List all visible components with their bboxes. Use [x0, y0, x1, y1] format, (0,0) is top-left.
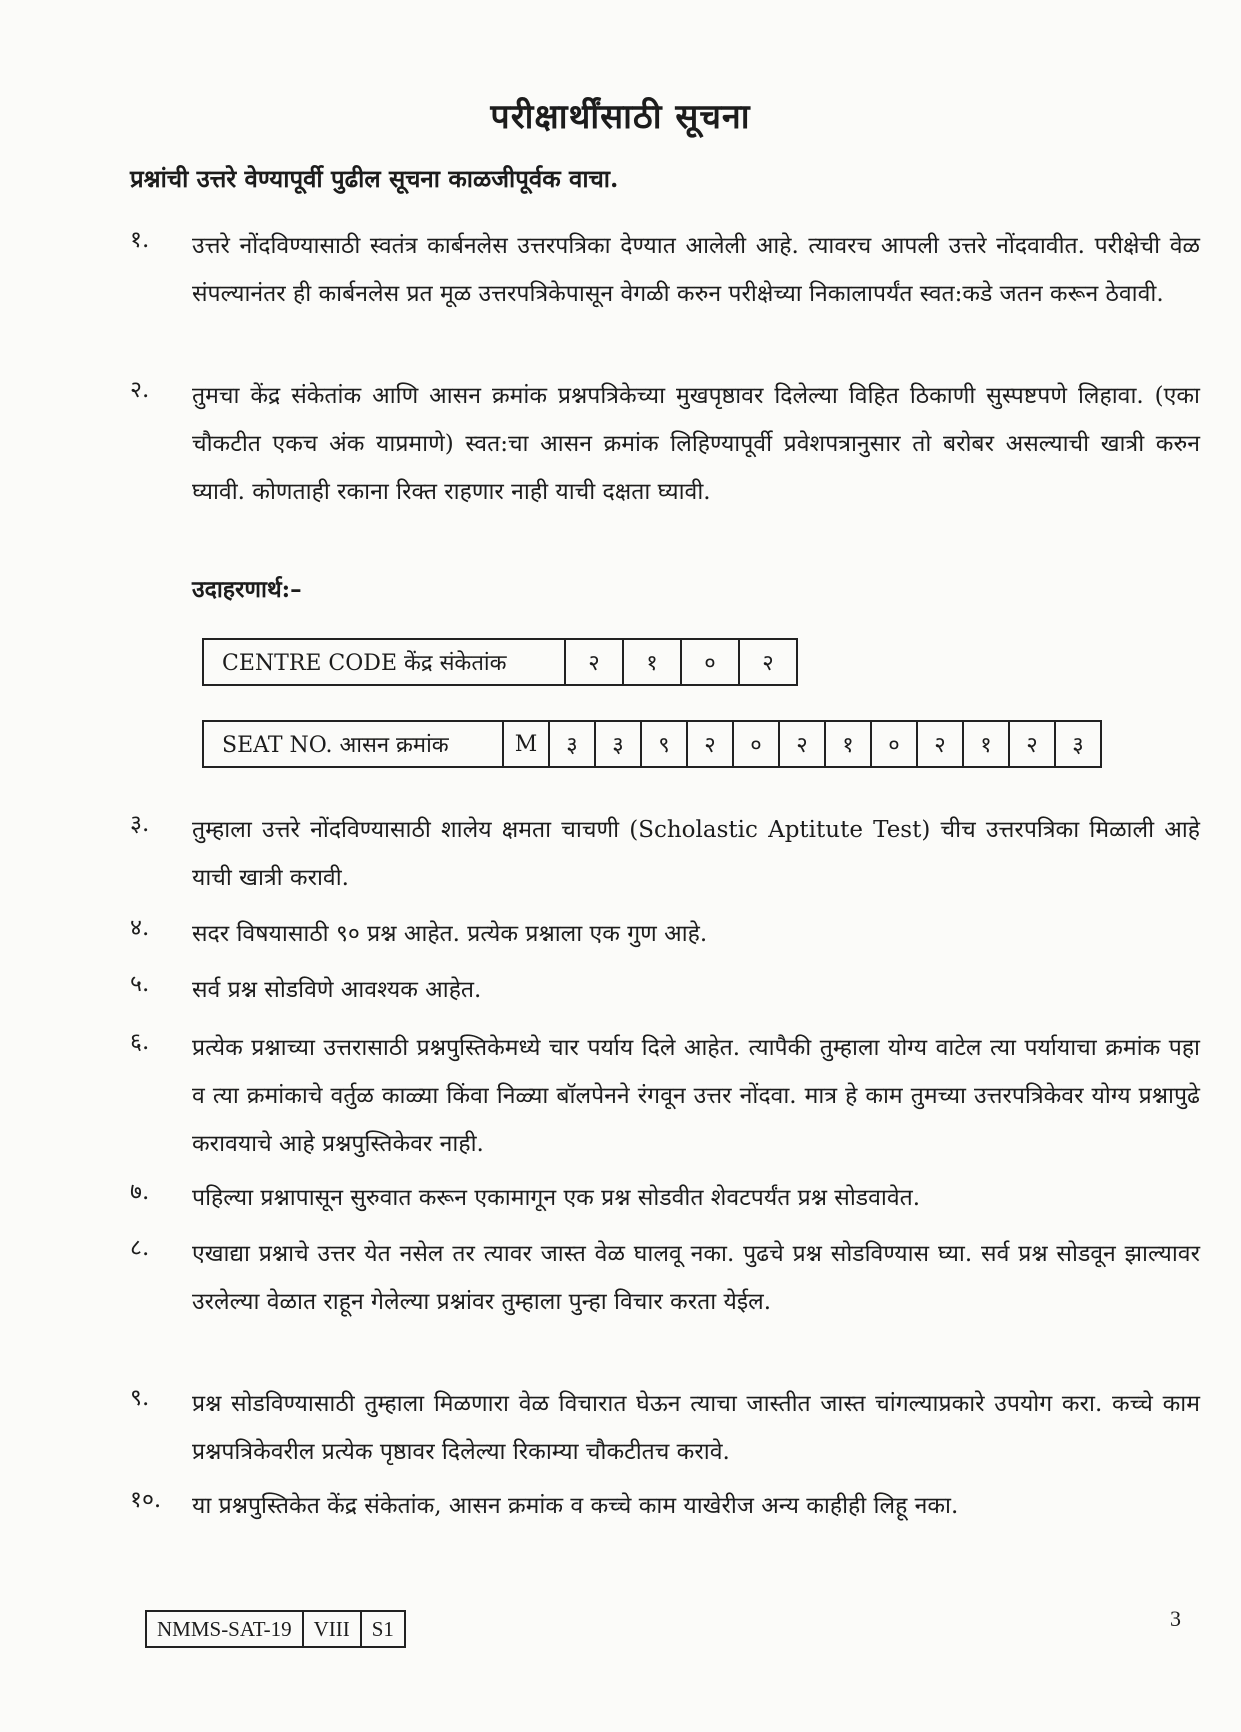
- seat-no-digit: २: [779, 721, 825, 767]
- seat-no-table: [202, 720, 1102, 768]
- instruction-number: ७.: [130, 1179, 150, 1205]
- instruction-number: ८.: [130, 1235, 150, 1261]
- centre-code-digit: ०: [681, 639, 739, 685]
- instruction-number: ९.: [130, 1385, 150, 1411]
- instruction-number: १०.: [130, 1487, 162, 1513]
- page-number: 3: [1170, 1606, 1181, 1631]
- seat-no-digit: १: [825, 721, 871, 767]
- instruction-number: ३.: [130, 811, 150, 837]
- centre-code-digit: १: [623, 639, 681, 685]
- seat-no-digit: २: [917, 721, 963, 767]
- instruction-number: २.: [130, 377, 150, 403]
- instruction-text: या प्रश्नपुस्तिकेत केंद्र संकेतांक, आसन क्रमांक व कच्चे काम याखेरीज अन्य काहीही लिहू नका.: [192, 1493, 959, 1519]
- page-subtitle: प्रश्नांची उत्तरे वेण्यापूर्वी पुढील सूचना काळजीपूर्वक वाचा.: [130, 164, 619, 193]
- seat-no-digit: ०: [733, 721, 779, 767]
- seat-no-digit: M: [503, 721, 549, 767]
- instruction-number: ४.: [130, 915, 150, 941]
- instruction-number: १.: [130, 227, 150, 253]
- seat-no-digit: २: [1009, 721, 1055, 767]
- seat-no-digit: ०: [871, 721, 917, 767]
- centre-code-digit: २: [565, 639, 623, 685]
- seat-no-digit: ३: [595, 721, 641, 767]
- paper-class: VIII: [303, 1611, 361, 1647]
- instruction-text: सर्व प्रश्न सोडविणे आवश्यक आहेत.: [192, 977, 482, 1003]
- seat-no-digit: ९: [641, 721, 687, 767]
- instruction-number: ६.: [130, 1029, 150, 1055]
- instruction-text: एखाद्या प्रश्नाचे उत्तर येत नसेल तर त्यावर जास्त वेळ घालवू नका. पुढचे प्रश्न सोडविण्यास घ्या. सर्व प्रश्न सोडवून झाल्यावर उरलेल्या वेळात राहून गेलेल्या प्रश्नांवर तुम्हाला पुन्हा विचार करता येईल.: [192, 1241, 1200, 1315]
- paper-code-box: [145, 1610, 406, 1648]
- instruction-text: तुमचा केंद्र संकेतांक आणि आसन क्रमांक प्रश्नपत्रिकेच्या मुखपृष्ठावर दिलेल्या विहित ठिकाणी सुस्पष्टपणे लिहावा. (एका चौकटीत एकच अंक याप्रमाणे) स्वत:चा आसन क्रमांक लिहिण्यापूर्वी प्रवेशपत्रानुसार तो बरोबर असल्याची खात्री करुन घ्यावी. कोणताही रकाना रिक्त राहणार नाही याची दक्षता घ्यावी.: [192, 383, 1200, 505]
- centre-code-label: CENTRE CODE केंद्र संकेतांक: [203, 639, 565, 685]
- instruction-number: ५.: [130, 971, 150, 997]
- instruction-text: सदर विषयासाठी ९० प्रश्न आहेत. प्रत्येक प्रश्नाला एक गुण आहे.: [192, 921, 708, 947]
- centre-code-digit: २: [739, 639, 797, 685]
- seat-no-digit: ३: [549, 721, 595, 767]
- seat-no-digit: ३: [1055, 721, 1101, 767]
- instruction-text: उत्तरे नोंदविण्यासाठी स्वतंत्र कार्बनलेस उत्तरपत्रिका देण्यात आलेली आहे. त्यावरच आपली उत्तरे नोंदवावीत. परीक्षेची वेळ संपल्यानंतर ही कार्बनलेस प्रत मूळ उत्तरपत्रिकेपासून वेगळी करुन परीक्षेच्या निकालापर्यंत स्वत:कडे जतन करून ठेवावी.: [192, 233, 1200, 307]
- instruction-text: तुम्हाला उत्तरे नोंदविण्यासाठी शालेय क्षमता चाचणी (Scholastic Aptitute Test) चीच उत्तरपत्रिका मिळाली आहे याची खात्री करावी.: [192, 817, 1200, 891]
- seat-no-label: SEAT NO. आसन क्रमांक: [203, 721, 503, 767]
- instruction-text: प्रश्न सोडविण्यासाठी तुम्हाला मिळणारा वेळ विचारात घेऊन त्याचा जास्तीत जास्त चांगल्याप्रकारे उपयोग करा. कच्चे काम प्रश्नपत्रिकेवरील प्रत्येक पृष्ठावर दिलेल्या रिकाम्या चौकटीतच करावे.: [192, 1391, 1200, 1465]
- instruction-text: पहिल्या प्रश्नापासून सुरुवात करून एकामागून एक प्रश्न सोडवीत शेवटपर्यंत प्रश्न सोडवावेत.: [192, 1185, 921, 1211]
- paper-code: NMMS-SAT-19: [146, 1611, 303, 1647]
- paper-set: S1: [361, 1611, 405, 1647]
- centre-code-table: [202, 638, 798, 686]
- example-label: उदाहरणार्थ:–: [192, 576, 302, 603]
- seat-no-digit: २: [687, 721, 733, 767]
- seat-no-digit: १: [963, 721, 1009, 767]
- page-title: परीक्षार्थींसाठी सूचना: [490, 97, 751, 137]
- instruction-text: प्रत्येक प्रश्नाच्या उत्तरासाठी प्रश्नपुस्तिकेमध्ये चार पर्याय दिले आहेत. त्यापैकी तुम्हाला योग्य वाटेल त्या पर्यायाचा क्रमांक पहा व त्या क्रमांकाचे वर्तुळ काळ्या किंवा निळ्या बॉलपेनने रंगवून उत्तर नोंदवा. मात्र हे काम तुमच्या उत्तरपत्रिकेवर योग्य प्रश्नापुढे करावयाचे आहे प्रश्नपुस्तिकेवर नाही.: [192, 1035, 1200, 1157]
